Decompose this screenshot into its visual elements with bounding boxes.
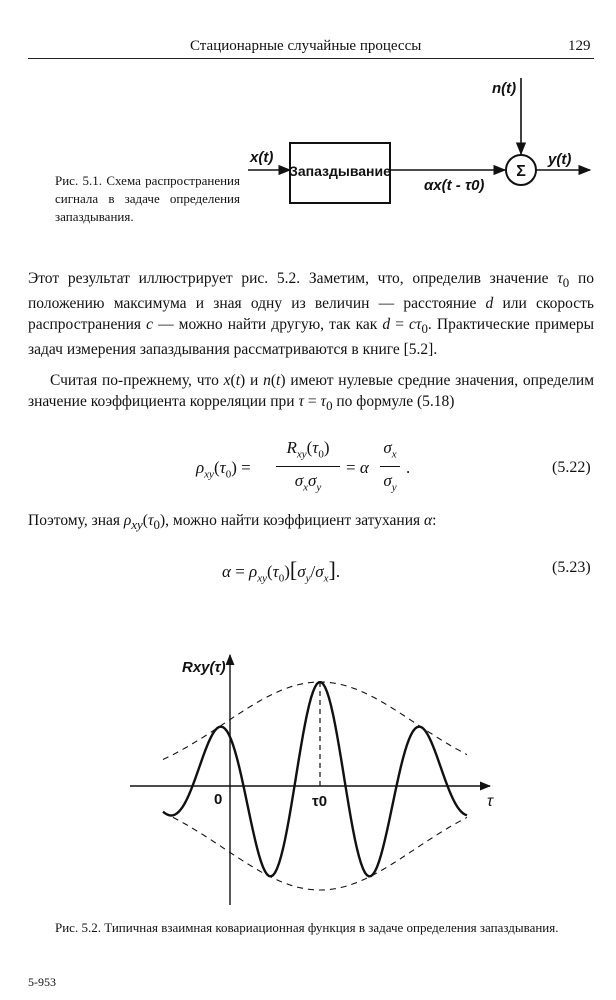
equation-5-22-number: (5.22) [552,459,591,476]
figure1-diagram [248,78,590,203]
equation-5-22: $\rho_{xy}(\tau_0)$ = $R_{xy}(\tau_0)$ $\sigma_x\sigma_y$ = α $\sigma_x$ $\sigma_y$ . [196,438,411,494]
paragraph-1: Этот результат иллюстрирует рис. 5.2. Заметим, что, определив значение $\tau_0$ по положению максимума и зная одну из величин — расстояние d или скорость распространения c — можно найти другую, так как $d = c\tau_0$. Практические примеры задач измерения запаздывания рассматриваются в книге [5.2]. [28,270,595,359]
para1-text-d: — можно найти другую, так как [158,316,378,334]
para3-text-b: , можно найти коэффициент затухания [165,512,421,529]
para2-text-c: имеют нулевые средние значения, определим значение коэффициента корреляции при [28,372,594,410]
result-label: y(t) [548,151,572,168]
sum-symbol: Σ [516,163,526,180]
para1-text-b: по положению максимума и зная одну из величин — расстояние [28,270,594,313]
x-axis-label: τ [487,793,493,810]
figure2-caption: Рис. 5.2. Типичная взаимная ковариационная функция в задаче определения запаздывания. [55,920,559,935]
figure1-caption: Рис. 5.1. Схема распространения сигнала в задаче определения запаздывания. [55,173,240,224]
paragraph-2: Считая по-прежнему, что x(t) и n(t) имеют нулевые средние значения, определим значение коэффициента корреляции при $\tau = \tau_0$ по формуле (5.18) [28,372,594,414]
covariance-curve [163,682,467,876]
origin-label: 0 [214,791,223,808]
para2-text-d: по формуле (5.18) [336,393,455,410]
upper-envelope [163,682,467,760]
para2-text-b: и [250,372,259,389]
figure2-plot [130,655,494,905]
delay-box-label: Запаздывание [289,163,391,179]
paragraph-3: Поэтому, зная $\rho_{xy}(\tau_0)$, можно найти коэффициент затухания α: [28,512,437,533]
peak-label: τ0 [312,793,328,810]
input-label: x(t) [250,149,274,166]
para1-text-c: или скорость распространения [28,295,595,334]
page-number: 129 [568,38,591,54]
para1-text-a: Этот результат иллюстрирует рис. 5.2. Заметим, что, определив значение [28,270,549,287]
lower-envelope [163,813,467,891]
para3-text-a: Поэтому, зная [28,512,120,529]
y-axis-label: Rxy(τ) [182,659,226,676]
para1-text-e: Практические примеры задач измерения запаздывания рассматриваются в книге [5.2]. [28,316,595,359]
equation-5-23-number: (5.23) [552,559,591,576]
noise-label: n(t) [492,80,517,97]
equation-5-23: $\alpha = \rho_{xy}(\tau_0)[\sigma_y/\sigma_x]$. [222,557,341,585]
delayed-signal-label: αx(t - τ0) [424,177,485,194]
signature-mark: 5-953 [28,975,56,989]
running-title: Стационарные случайные процессы [190,38,422,54]
para2-text-a: Считая по-прежнему, что [50,372,219,389]
